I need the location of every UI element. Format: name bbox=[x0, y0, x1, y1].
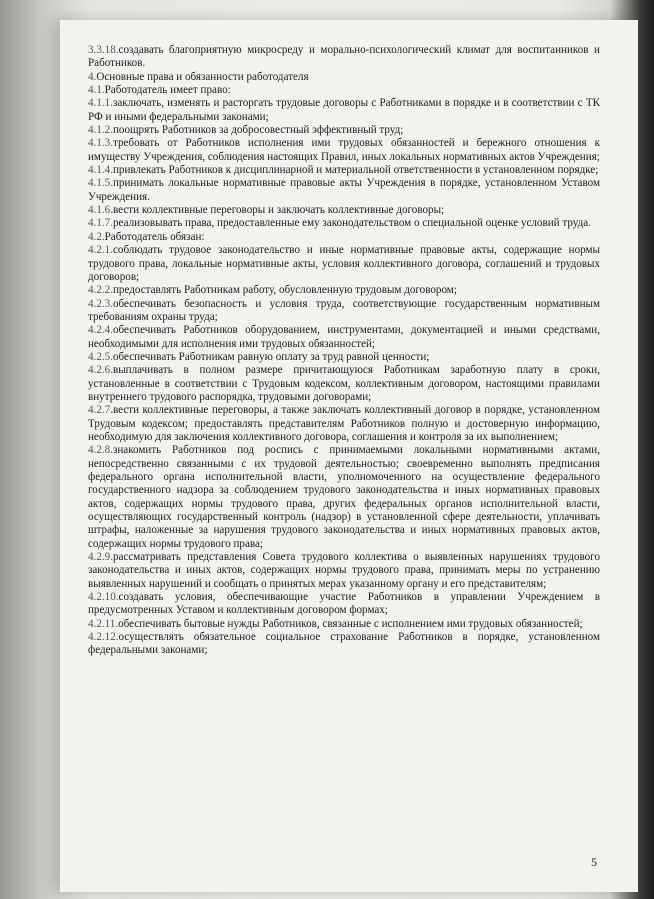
paragraph bbox=[88, 84, 600, 97]
paragraph-text: создавать условия, обеспечивающие участие Работников в управлении Учреждением в предусмотренных Уставом и коллективным договором формах; bbox=[88, 591, 600, 617]
paragraph-text: обеспечивать Работникам равную оплату за труд равной ценности; bbox=[112, 350, 430, 363]
paragraph bbox=[88, 124, 600, 137]
paragraph-text: поощрять Работников за добросовестный эффективный труд; bbox=[112, 124, 404, 137]
paragraph-number: 4.1.5. bbox=[88, 177, 113, 190]
paragraph bbox=[88, 204, 600, 217]
paragraph-number: 4. bbox=[88, 70, 97, 83]
paragraph bbox=[88, 164, 600, 177]
paragraph-text: создавать благоприятную микросреду и морально-психологический климат для воспитанников и Работников. bbox=[88, 44, 600, 70]
paragraph-text: требовать от Работников исполнения ими трудовых обязанностей и бережного отношения к имуществу Учреждения, соблюдения настоящих Правил, иных локальных нормативных актов Учреждения; bbox=[88, 137, 600, 163]
paragraph-number: 4.2.7. bbox=[88, 404, 113, 417]
paragraph-number: 4.2.8. bbox=[88, 444, 113, 457]
paragraph bbox=[88, 177, 600, 204]
paragraph-number: 4.2.1. bbox=[88, 244, 113, 257]
paragraph-number: 4.2. bbox=[88, 230, 105, 243]
paragraph-text: предоставлять Работникам работу, обусловленную трудовым договором; bbox=[112, 284, 457, 297]
paragraph bbox=[88, 284, 600, 297]
paragraph-number: 4.1. bbox=[88, 84, 105, 97]
paragraph-number: 4.2.2. bbox=[88, 284, 113, 297]
paragraph bbox=[88, 591, 600, 618]
paragraph-number: 3.3.18. bbox=[88, 44, 119, 56]
paragraph-number: 4.1.2. bbox=[88, 124, 113, 137]
paragraph-number: 4.2.9. bbox=[88, 551, 113, 564]
paragraph-text: соблюдать трудовое законодательство и иные нормативные правовые акты, содержащие нормы трудового права, локальные нормативные акты, условия коллективного договора, соглашений и трудовых договоров; bbox=[88, 244, 600, 283]
paragraph-number: 4.1.3. bbox=[88, 137, 113, 150]
paragraph bbox=[88, 364, 600, 404]
paragraph-text: выплачивать в полном размере причитающуюся Работникам заработную плату в сроки, установленные в соответствии с Трудовым кодексом, коллективным договором, настоящими правилами внутреннего трудового распорядка, трудовыми договорами; bbox=[88, 364, 600, 403]
paragraph-number: 4.2.11. bbox=[88, 617, 119, 630]
paragraph-number: 4.2.6. bbox=[88, 364, 113, 377]
paragraph-number: 4.1.6. bbox=[88, 204, 113, 217]
paragraph-number: 4.2.10. bbox=[88, 591, 119, 604]
paragraph-text: привлекать Работников к дисциплинарной и материальной ответственности в установленном порядке; bbox=[112, 164, 599, 177]
paragraph-number: 4.2.3. bbox=[88, 297, 113, 310]
paragraph bbox=[88, 217, 600, 230]
paragraph bbox=[88, 231, 600, 244]
paragraph-number: 4.1.7. bbox=[88, 217, 113, 230]
paragraph bbox=[88, 71, 600, 84]
paragraph-text: рассматривать представления Совета трудового коллектива о выявленных нарушениях трудового законодательства и иных актов, содержащих нормы трудового права, принимать меры по устранению выявленных нарушений и сообщать о принятых мерах указанному органу и его представителям; bbox=[88, 551, 600, 590]
paragraph bbox=[88, 44, 600, 71]
paragraph bbox=[88, 298, 600, 325]
paragraph-number: 4.2.5. bbox=[88, 350, 113, 363]
paragraph bbox=[88, 97, 600, 124]
paragraph bbox=[88, 351, 600, 364]
paragraph-text: Работодатель имеет право: bbox=[104, 84, 231, 97]
paragraph-number: 4.2.12. bbox=[88, 631, 119, 644]
paragraph-number: 4.2.4. bbox=[88, 324, 113, 337]
paragraph-text: Основные права и обязанности работодателя bbox=[96, 70, 309, 83]
paragraph bbox=[88, 324, 600, 351]
paragraph bbox=[88, 137, 600, 164]
paragraph bbox=[88, 444, 600, 551]
paragraph-text: Работодатель обязан: bbox=[104, 230, 205, 243]
paragraph bbox=[88, 618, 600, 631]
paragraph-text: принимать локальные нормативные правовые акты Учреждения в порядке, установленном Уставом Учреждения. bbox=[88, 177, 600, 203]
paragraph bbox=[88, 244, 600, 284]
page-number: 5 bbox=[591, 855, 597, 869]
paragraph-number: 4.1.4. bbox=[88, 164, 113, 177]
paragraph bbox=[88, 404, 600, 444]
paragraph bbox=[88, 551, 600, 591]
paragraph-number: 4.1.1. bbox=[88, 97, 113, 110]
paragraph-text: обеспечивать Работников оборудованием, инструментами, документацией и иными средствами, необходимыми для исполнения ими трудовых обязанностей; bbox=[88, 324, 600, 350]
paragraph-text: обеспечивать бытовые нужды Работников, связанные с исполнением ими трудовых обязанностей; bbox=[118, 617, 583, 630]
paragraph-text: заключать, изменять и расторгать трудовые договоры с Работниками в порядке и в соответствии с ТК РФ и иными федеральными законами; bbox=[88, 97, 600, 123]
paragraph-text: вести коллективные переговоры, а также заключать коллективный договор в порядке, установленном Трудовым кодексом; предоставлять представителям Работников полную и достоверную информацию, необходимую для заключения коллективного договора, соглашения и контроля за их выполнением; bbox=[88, 404, 600, 443]
paragraph-text: обеспечивать безопасность и условия труда, соответствующие государственным нормативным требованиям охраны труда; bbox=[88, 297, 600, 323]
paragraph-text: вести коллективные переговоры и заключать коллективные договоры; bbox=[112, 204, 445, 217]
document-body bbox=[88, 44, 600, 658]
paragraph-text: знакомить Работников под роспись с принимаемыми локальными нормативными актами, непосредственно связанными с их трудовой деятельностью; своевременно выполнять предписания федерального органа исполнительной власти, уполномоченного на осуществление федерального государственного надзора за соблюдением трудового законодательства и иных нормативных правовых актов, содержащих нормы трудового права, других федеральных органов исполнительной власти, осуществляющих государственный контроль (надзор) в установленной сфере деятельности, уплачивать штрафы, наложенные за нарушения трудового законодательства и иных нормативных правовых актов, содержащих нормы трудового права; bbox=[88, 444, 600, 550]
paragraph-text: реализовывать права, предоставленные ему законодательством о специальной оценке условий труда. bbox=[112, 217, 591, 230]
paragraph bbox=[88, 631, 600, 658]
paragraph-text: осуществлять обязательное социальное страхование Работников в порядке, установленном федеральными законами; bbox=[88, 631, 600, 657]
